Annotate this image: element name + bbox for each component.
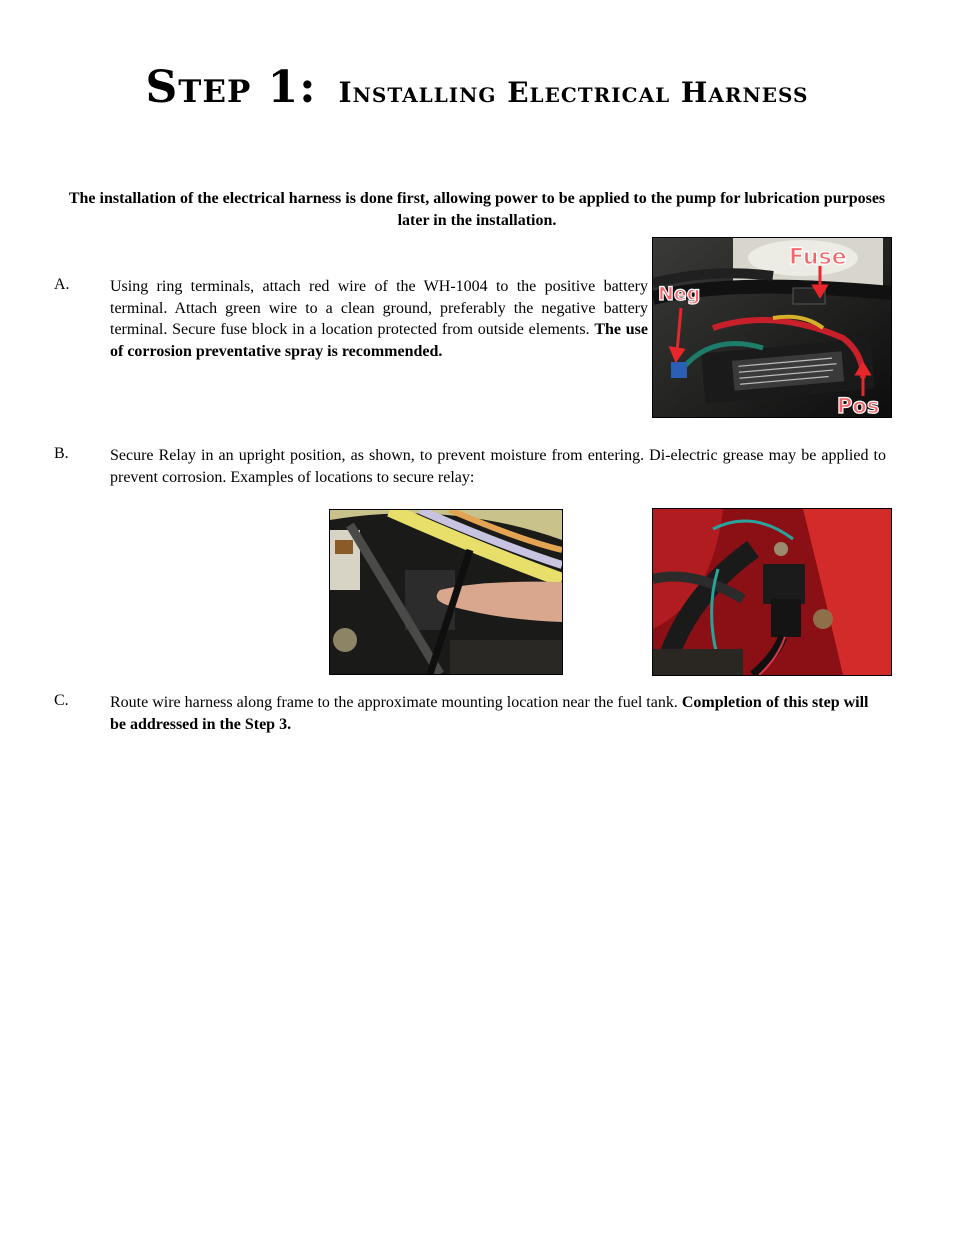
- step-a-bold: The use of corrosion preventative spray is recommended.: [110, 321, 648, 360]
- step-c-text: [110, 692, 886, 735]
- photo-label-fuse: Fuse: [789, 245, 847, 270]
- relay-photo-red-frame: [652, 508, 892, 676]
- intro-paragraph: The installation of the electrical harness is done first, allowing power to be applied to the pump for lubrication purposes later in the installation.: [68, 190, 886, 229]
- step-c-bold: Completion of this step will be addressed in the Step 3.: [110, 694, 869, 733]
- step-b-text: Secure Relay in an upright position, as shown, to prevent moisture from entering. Di-electric grease may be applied to prevent corrosion. Examples of locations to secure relay:: [110, 447, 886, 486]
- photo-label-pos: Pos: [837, 394, 880, 417]
- step-c-body: Route wire harness along frame to the approximate mounting location near the fuel tank.: [110, 694, 682, 711]
- step-a-text: [110, 276, 648, 362]
- step-heading: Step 1:: [145, 62, 317, 113]
- relay-photo-finger: [329, 509, 563, 675]
- battery-photo: [652, 237, 892, 418]
- step-c-label: C.: [54, 692, 69, 709]
- step-subtitle: Installing Electrical Harness: [338, 76, 809, 109]
- step-a-body: Using ring terminals, attach red wire of the WH-1004 to the positive battery terminal. Attach green wire to a clean ground, preferably the negative battery terminal. Secure fuse block in a location protected from outside elements.: [110, 278, 648, 338]
- photo-label-neg: Neg: [658, 283, 701, 305]
- step-a-label: A.: [54, 276, 70, 293]
- step-b-label: B.: [54, 445, 69, 462]
- page-title: [0, 62, 954, 113]
